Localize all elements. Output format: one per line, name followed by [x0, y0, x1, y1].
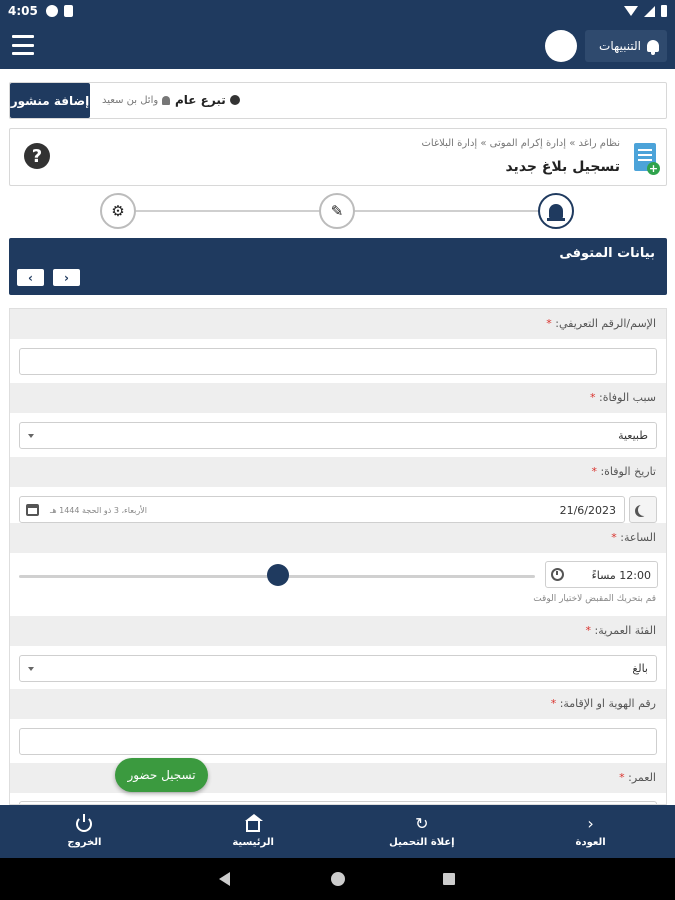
chevron-down-icon [28, 434, 34, 438]
home-label: الرئيسية [232, 837, 274, 848]
sd-card-icon [64, 5, 73, 17]
step-report[interactable] [538, 193, 574, 229]
page-title: تسجيل بلاغ جديد [505, 159, 620, 175]
check-in-button[interactable]: تسجيل حضور [115, 758, 208, 792]
page-header [9, 128, 667, 186]
id-label: رقم الهوية او الإقامة: * [10, 689, 666, 719]
add-post-button[interactable]: إضافة منشور [10, 83, 90, 118]
post-author [102, 95, 170, 106]
status-bar [0, 0, 675, 22]
calendar-icon[interactable] [26, 504, 39, 516]
reload-icon: ↻ [415, 814, 429, 833]
post-bar [9, 82, 667, 119]
time-input[interactable] [545, 561, 658, 588]
name-input[interactable] [19, 348, 657, 375]
hijri-date: الأربعاء، 3 ذو الحجة 1444 هـ [50, 506, 147, 515]
wifi-icon [624, 6, 638, 16]
date-input[interactable] [19, 496, 625, 523]
signal-icon [644, 6, 655, 17]
logout-label: الخروج [67, 837, 102, 848]
id-input[interactable] [19, 728, 657, 755]
bottom-nav [0, 805, 675, 858]
home-button[interactable] [169, 805, 338, 858]
system-nav-bar [0, 858, 675, 900]
new-document-icon: + [634, 143, 656, 171]
cause-value: طبيعية [618, 429, 648, 442]
time-value: 12:00 مساءً [591, 569, 651, 582]
breadcrumb[interactable]: نظام راغد » إدارة إكرام الموتى » إدارة البلاغات [421, 138, 620, 149]
age-group-label: الفئة العمرية: * [10, 616, 666, 646]
name-label: الإسم/الرقم التعريفي: * [10, 309, 666, 339]
system-back-icon[interactable] [219, 872, 230, 886]
reload-label: إعلاة التحميل [389, 837, 455, 848]
section-header [9, 238, 667, 295]
notifications-button[interactable] [585, 30, 667, 62]
logout-button[interactable] [0, 805, 169, 858]
date-label: تاريخ الوفاة: * [10, 457, 666, 487]
step-settings[interactable] [100, 193, 136, 229]
battery-icon [661, 5, 667, 17]
age-label: العمر: * [10, 763, 666, 793]
section-next-button[interactable]: › [53, 269, 80, 286]
chevron-down-icon [28, 667, 34, 671]
post-title-text: تبرع عام [175, 93, 226, 107]
time-hint: قم بتحريك المقبض لاختيار الوقت [533, 594, 656, 604]
notifications-label: التنبيهات [599, 39, 641, 53]
post-author-name: وائل بن سعيد [102, 95, 159, 106]
system-recents-icon[interactable] [443, 873, 455, 885]
power-icon [76, 816, 92, 832]
home-icon [246, 821, 260, 832]
date-value: 21/6/2023 [559, 504, 616, 517]
system-home-icon[interactable] [331, 872, 345, 886]
siren-icon [549, 204, 563, 218]
age-group-select[interactable] [19, 655, 657, 682]
app-bar [0, 22, 675, 69]
hijri-toggle-button[interactable] [629, 496, 657, 523]
reload-button[interactable] [338, 805, 507, 858]
moon-icon [638, 504, 650, 516]
back-button[interactable] [506, 805, 675, 858]
gears-icon: ⚙ [111, 202, 125, 220]
chevron-right-icon: › [587, 814, 594, 833]
section-prev-button[interactable]: ‹ [17, 269, 44, 286]
step-user-edit[interactable] [319, 193, 355, 229]
cause-label: سبب الوفاة: * [10, 383, 666, 413]
clock-icon [551, 568, 564, 581]
section-title: بيانات المتوفى [559, 246, 655, 261]
deceased-form [9, 308, 667, 805]
time-label: الساعة: * [10, 523, 666, 553]
help-icon[interactable]: ? [24, 143, 50, 169]
user-icon [162, 96, 170, 105]
date-field [19, 496, 657, 523]
bell-icon [647, 40, 659, 52]
hamburger-menu-icon[interactable] [12, 35, 34, 55]
status-time: 4:05 [8, 4, 38, 18]
app-notification-icon [46, 5, 58, 17]
user-edit-icon: ✎ [330, 202, 344, 220]
back-label: العودة [575, 837, 606, 848]
globe-icon [230, 95, 240, 105]
avatar[interactable] [545, 30, 577, 62]
time-slider-handle[interactable] [267, 564, 289, 586]
cause-select[interactable] [19, 422, 657, 449]
age-group-value: بالغ [632, 662, 648, 675]
post-title[interactable] [175, 93, 240, 107]
